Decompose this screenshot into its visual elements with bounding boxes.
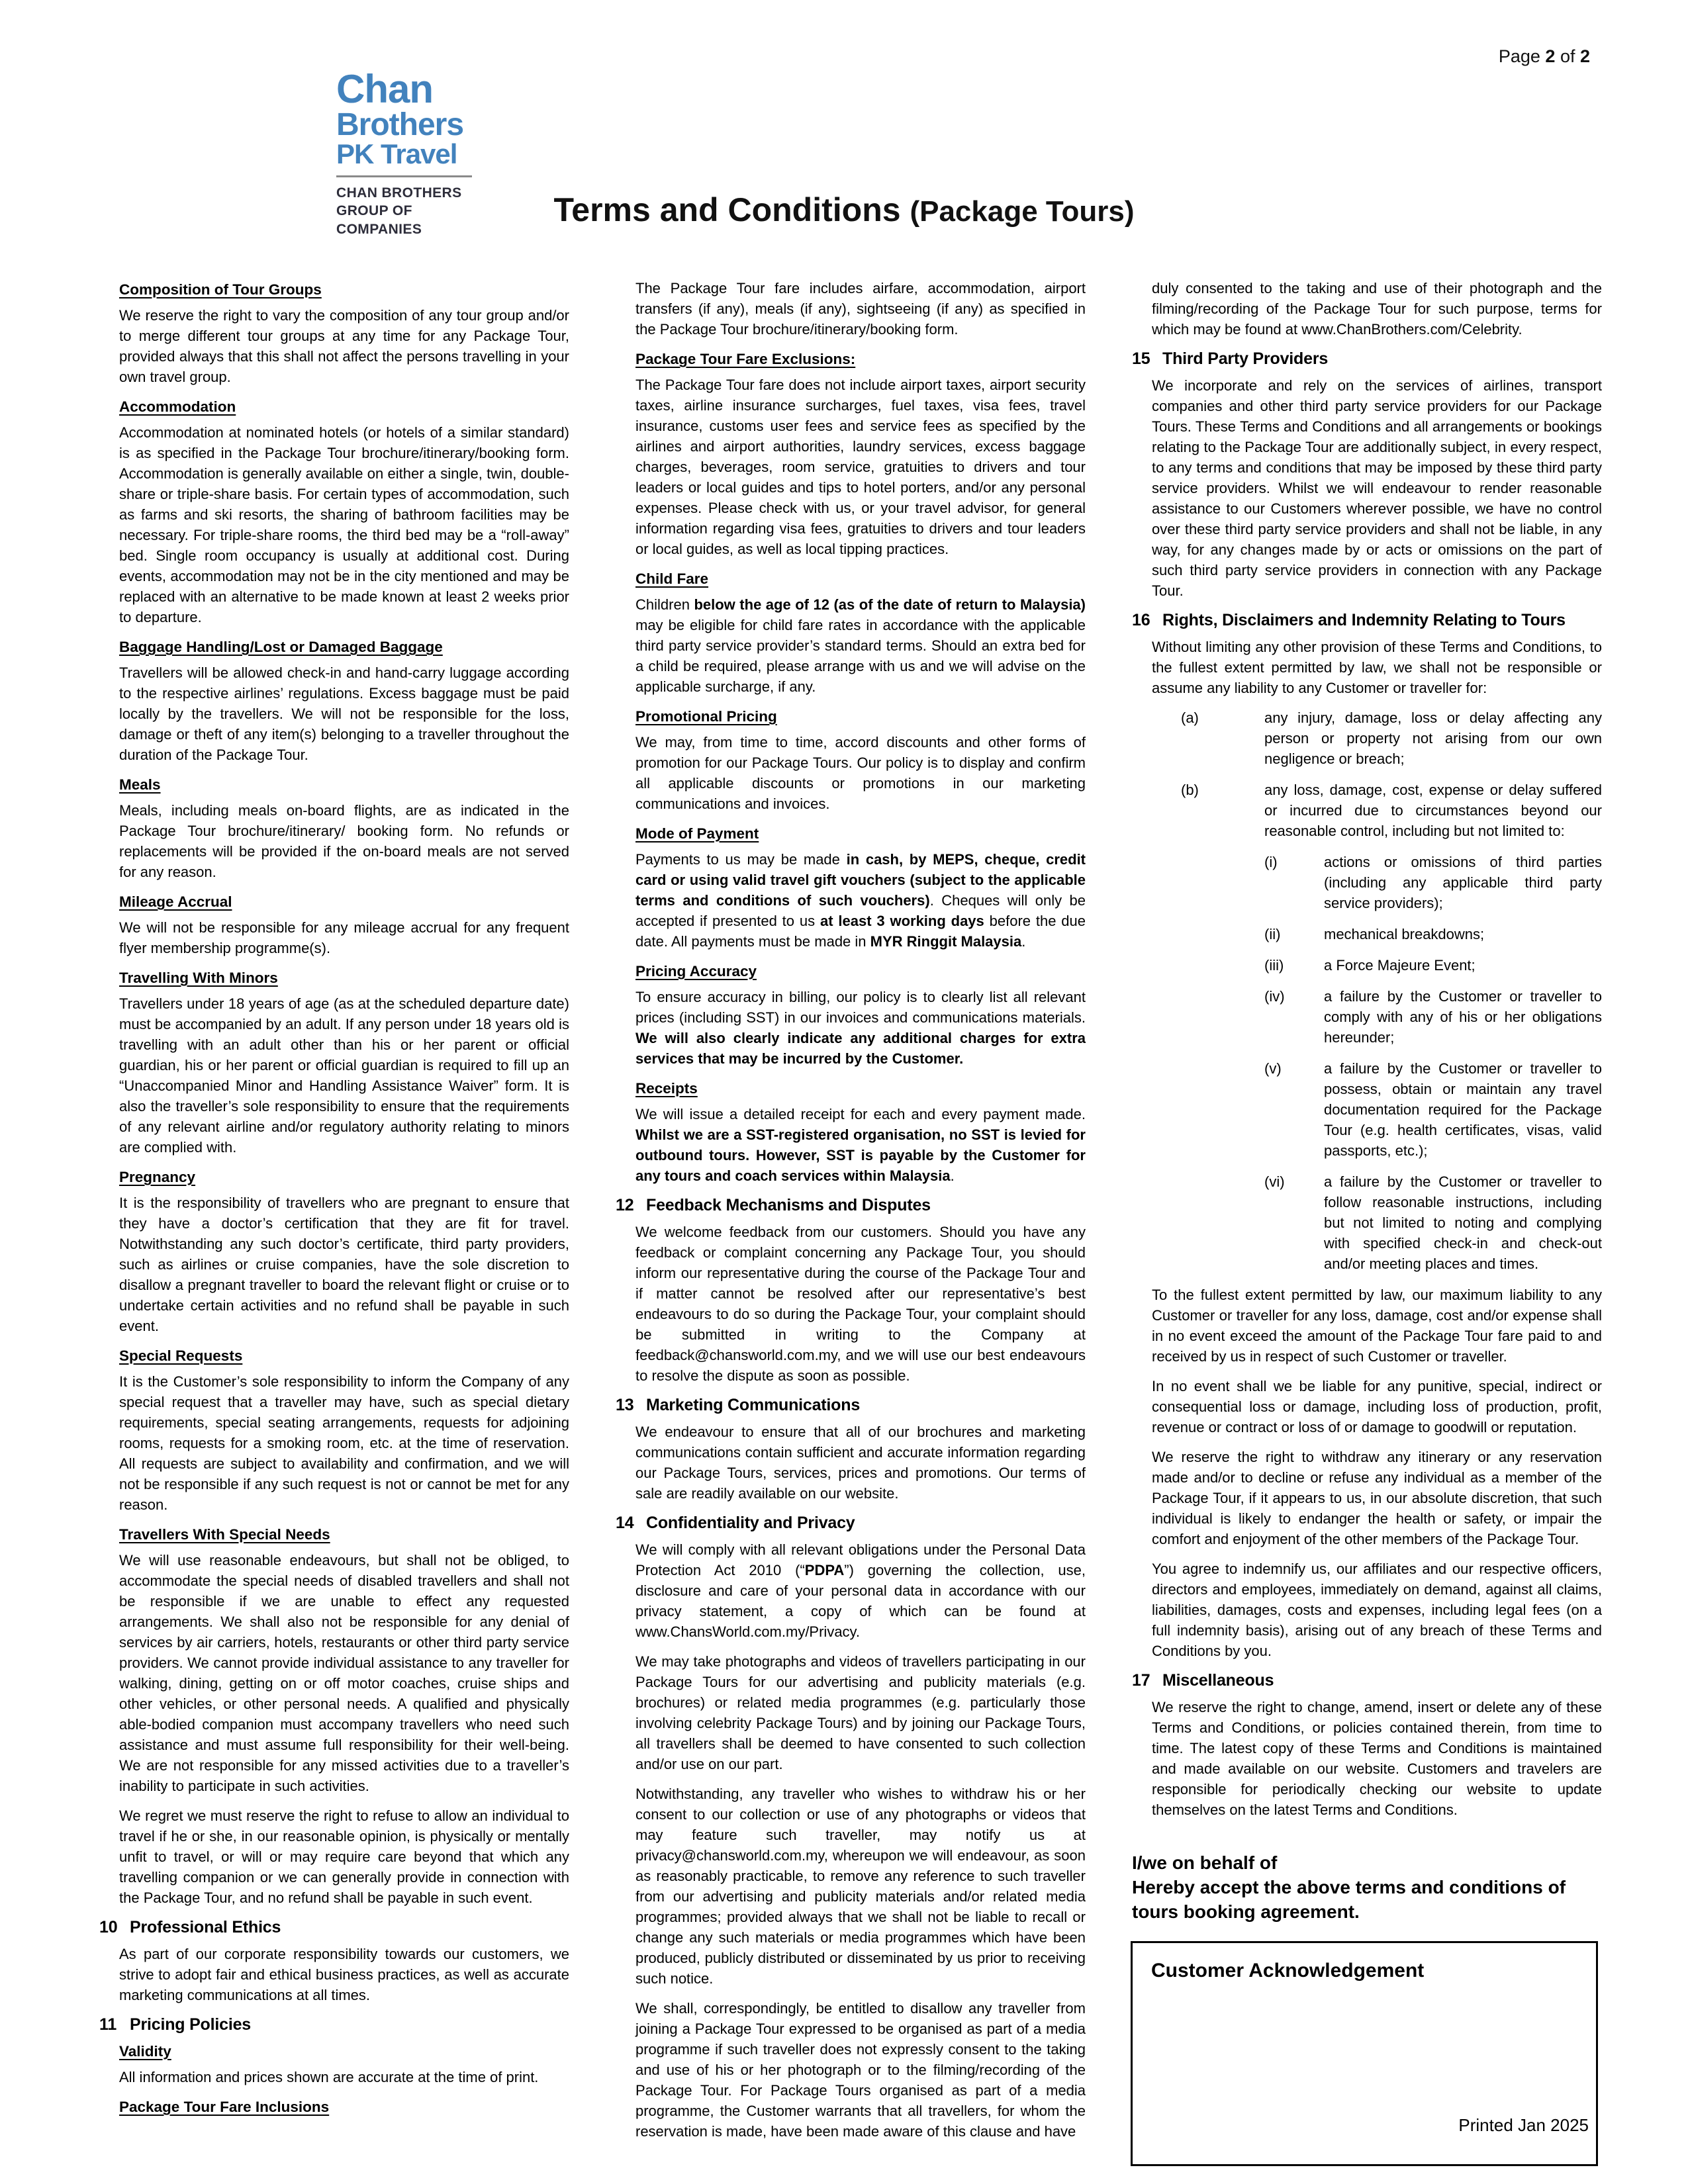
text-run: Meals, including meals on-board flights, are as indicated in the Package Tour brochure/itinerary/ booking form. No refunds or replacements will be provided if the on-board meals are not served for any reason. (119, 802, 569, 880)
bold-text-run: in cash, by MEPS, cheque, credit card or using valid travel gift vouchers (subject to the applicable terms and conditions of such vouchers) (635, 851, 1086, 909)
text-run: It is the Customer’s sole responsibility to inform the Company of any special request that a traveller may have, such as special dietary requirements, special seating arrangements, requests for adjoining rooms, requests for a smoking room, etc. at the time of reservation. All requests are subject to availability and confirmation, and we will not be responsible if any such request is not or cannot be met for any reason. (119, 1373, 569, 1513)
logo-divider (336, 175, 472, 177)
section-heading-text: Professional Ethics (130, 1918, 281, 1936)
text-run: Accommodation at nominated hotels (or hotels of a similar standard) is as specified in the Package Tour brochure/itinerary/booking form. Accommodation is generally available on either a single, twin, double-share or triple-share basis. For certain types of accommodation, such as farms and ski resorts, the sharing of bathroom facilities may be necessary. For triple-share rooms, the third bed may be a “roll-away” bed. Single room occupancy is usually at additional cost. During events, accommodation may not be in the city mentioned and may be replaced with an alternative to be made known at least 2 weeks prior to departure. (119, 424, 569, 625)
page-title-suffix: (Package Tours) (910, 195, 1135, 228)
paragraph (635, 1222, 1086, 1386)
section-heading-text: Third Party Providers (1162, 349, 1329, 368)
list-label: (v) (1264, 1060, 1282, 1077)
text-run: a failure by the Customer or traveller to follow reasonable instructions, including but not limited to noting and complying with specified check-in and check-out and/or meeting places and times. (1324, 1173, 1602, 1272)
text-run: Travellers will be allowed check-in and hand-carry luggage according to the respective airlines’ regulations. Excess baggage must be paid locally by the travellers. We will not be responsible for the loss, damage or theft of any item(s) belonging to a traveller throughout the duration of the Package Tour. (119, 664, 569, 763)
bold-text-run: below the age of 12 (as of the date of return to Malaysia) (694, 596, 1086, 613)
list-label: (a) (1181, 709, 1199, 726)
logo-group-line2: GROUP OF COMPANIES (336, 203, 422, 237)
subsection-heading: Meals (119, 776, 161, 793)
text-run: any loss, damage, cost, expense or delay suffered or incurred due to circumstances beyond our reasonable control, including but not limited to: (1264, 782, 1602, 839)
text-run: We shall, correspondingly, be entitled to disallow any traveller from joining a Package Tour expressed to be organised as part of a media programme if such traveller does not expressly consent to the taking and use of his or her photograph or to the filming/recording of the Package Tour. For Package Tours organised as part of a media programme, the Customer warrants that all travellers, for whom the reservation is made, have been made aware of this clause and have (635, 2000, 1086, 2140)
section-heading (99, 2015, 569, 2034)
paragraph (635, 987, 1086, 1069)
list-item (1152, 986, 1602, 1048)
page-title (0, 191, 1688, 229)
text-run: . (1021, 933, 1026, 950)
text-run: We will not be responsible for any mileage accrual for any frequent flyer membership programme(s). (119, 919, 569, 956)
acceptance-statement-line: Hereby accept the above terms and conditions of tours booking agreement. (1132, 1877, 1566, 1922)
text-run: We endeavour to ensure that all of our brochures and marketing communications contain sufficient and accurate information regarding our Package Tours, services, prices and promotions. Our terms of sale are readily available on our website. (635, 1424, 1086, 1502)
section-heading-text: Marketing Communications (646, 1396, 861, 1414)
text-run: Travellers under 18 years of age (as at the scheduled departure date) must be accompanied by an adult. If any person under 18 years old is travelling with an adult other than his or her parent or official guardian, his or her parent or official guardian is required to fill up an “Unaccompanied Minor and Handling Assistance Waiver” form. It is also the traveller’s sole responsibility to ensure that the requirements of any relevant airline and/or regulatory authority relating to minors are complied with. (119, 995, 569, 1156)
text-run: We incorporate and rely on the services of airlines, transport companies and other third party service providers for our Package Tours. These Terms and Conditions and all arrangements or bookings relating to the Package Tour are additionally subject, in every respect, to any terms and conditions that may be imposed by these third party service providers. Whilst we will endeavour to render reasonable assistance to our Customers wherever possible, we have no control over these third party service providers and shall not be liable, in any way, for any changes made by or acts or omissions on the part of such third party service providers in connection with any Package Tour. (1152, 377, 1602, 599)
logo-word-chan: Chan (336, 67, 433, 111)
subsection-heading: Baggage Handling/Lost or Damaged Baggage (119, 639, 443, 655)
text-run: We will comply with all relevant obligations under the Personal Data Protection Act 2010 (“ (635, 1541, 1086, 1578)
page-of-label: of (1555, 46, 1580, 66)
logo-word-pk-travel: PK Travel (336, 138, 457, 169)
list-item (1152, 780, 1602, 841)
text-run: Notwithstanding, any traveller who wishes to withdraw his or her consent to our collection or use of any photographs or videos that may feature such traveller, may notify us at privacy@chansworld.com.my, whereupon we will endeavour, as soon as reasonably practicable, to remove any reference to such traveller from our advertising and publicity materials and/or related media programmes; provided always that we shall not be liable to recall or change any such materials or media programmes which have been produced, publicly distributed or disseminated by us prior to receiving such notice. (635, 1786, 1086, 1987)
subsection-heading: Mileage Accrual (119, 893, 232, 910)
page-number (1499, 46, 1590, 67)
logo-word-brothers: Brothers (336, 107, 464, 142)
section-heading (616, 1195, 1086, 1215)
list-item (1152, 924, 1602, 944)
paragraph (119, 662, 569, 765)
section-heading (1132, 1670, 1602, 1690)
text-run: We will use reasonable endeavours, but shall not be obliged, to accommodate the special needs of disabled travellers and shall not be responsible if we are unable to effect any requested arrangements. We shall also not be responsible for any denial of services by air carriers, hotels, restaurants or other third party service providers. We cannot provide individual assistance to any traveller for walking, dining, getting on or off motor coaches, cruise ships and other vehicles, or other personal needs. A qualified and physically able-bodied companion must accompany travellers who need such assistance and must assume full responsibility for their well-being. We are not responsible for any missed activities due to a traveller’s inability to participate in such activities. (119, 1552, 569, 1794)
paragraph (119, 1193, 569, 1336)
bold-text-run: MYR Ringgit Malaysia (870, 933, 1022, 950)
paragraph (119, 1371, 569, 1515)
paragraph (635, 1539, 1086, 1642)
text-run: a Force Majeure Event; (1324, 957, 1476, 974)
subsection-heading: Travelling With Minors (119, 970, 278, 986)
section-number: 13 (616, 1396, 634, 1414)
text-run: The Package Tour fare includes airfare, accommodation, airport transfers (if any), meals (if any), sightseeing (if any) as specified in the Package Tour brochure/itinerary/booking form. (635, 280, 1086, 338)
text-run: We may take photographs and videos of travellers participating in our Package Tours for our advertising and publicity materials (e.g. brochures) or related media programmes (e.g. particularly those involving celebrity Package Tours) and by joining our Package Tours, all travellers shall be deemed to have consented to such collection and/or use on our part. (635, 1653, 1086, 1772)
section-heading (616, 1513, 1086, 1533)
list-item (1152, 1171, 1602, 1274)
section-number: 15 (1132, 349, 1150, 368)
section-heading (1132, 349, 1602, 369)
section-number: 10 (99, 1918, 118, 1936)
paragraph (1152, 375, 1602, 601)
paragraph (1152, 1285, 1602, 1367)
page-label: Page (1498, 46, 1546, 66)
paragraph (635, 849, 1086, 952)
section-heading (616, 1395, 1086, 1415)
list-item (1152, 955, 1602, 976)
subsection-heading: Pricing Accuracy (635, 963, 757, 979)
text-run: Children (635, 596, 694, 613)
text-run: . (950, 1167, 955, 1184)
page-title-main: Terms and Conditions (553, 191, 910, 228)
list-label: (i) (1264, 854, 1278, 870)
paragraph (119, 422, 569, 627)
logo-group-line1: CHAN BROTHERS (336, 185, 462, 201)
list-item (1152, 1058, 1602, 1161)
paragraph (635, 1651, 1086, 1774)
section-number: 11 (99, 2015, 117, 2034)
text-run: We reserve the right to change, amend, insert or delete any of these Terms and Conditions, or policies contained therein, from time to time. The latest copy of these Terms and Conditions is maintained and made available on our website. Customers and travelers are responsible for periodically checking our website to update themselves on the latest Terms and Conditions. (1152, 1699, 1602, 1818)
paragraph (635, 1784, 1086, 1989)
text-run: duly consented to the taking and use of their photograph and the filming/recording of the Package Tour for such purpose, terms for which may be found at www.ChanBrothers.com/Celebrity. (1152, 280, 1602, 338)
text-run: Without limiting any other provision of these Terms and Conditions, to the fullest extent permitted by law, we shall not be responsible or assume any liability to any Customer or traveller for: (1152, 639, 1602, 696)
page-current: 2 (1545, 46, 1556, 66)
list-label: (b) (1181, 782, 1199, 798)
text-run: any injury, damage, loss or delay affecting any person or property not arising from our own negligence or breach; (1264, 709, 1602, 767)
text-run: We regret we must reserve the right to refuse to allow an individual to travel if he or she, in our reasonable opinion, is physically or mentally unfit to travel, or will or may require care beyond that which any travelling companion or we can generally provide in connection with the Package Tour, and no refund shall be payable in such event. (119, 1807, 569, 1906)
paragraph (119, 2067, 569, 2087)
text-run: We reserve the right to vary the composition of any tour group and/or to merge different tour groups at any time for any Package Tour, provided always that this shall not affect the persons travelling in your own travel group. (119, 307, 569, 385)
bold-text-run: PDPA (804, 1562, 845, 1578)
text-run: before the due date. All payments must be made in (635, 913, 1086, 950)
text-run: may be eligible for child fare rates in accordance with the applicable third party service provider’s standard terms. Should an extra bed for a child be required, please arrange with us and we will advise on the applicable surcharge, if any. (635, 617, 1086, 695)
section-heading (1132, 610, 1602, 630)
paragraph (1152, 1447, 1602, 1549)
acceptance-statement-line: I/we on behalf of (1132, 1852, 1278, 1873)
section-heading (99, 1917, 569, 1937)
subsection-heading: Package Tour Fare Exclusions: (635, 351, 856, 367)
paragraph (635, 375, 1086, 559)
text-run: a failure by the Customer or traveller to possess, obtain or maintain any travel documentation required for the Package Tour (e.g. health certificates, visas, valid passports, etc.); (1324, 1060, 1602, 1159)
column-1 (99, 278, 569, 2166)
subsection-heading: Receipts (635, 1080, 698, 1097)
text-run: a failure by the Customer or traveller to comply with any of his or her obligations hereunder; (1324, 988, 1602, 1046)
text-run: To the fullest extent permitted by law, our maximum liability to any Customer or traveller for any loss, damage, cost and/or expense shall in no event exceed the amount of the Package Tour fare paid to and received by us in respect of such Customer or traveller. (1152, 1287, 1602, 1365)
text-run: . Cheques will only be accepted if presented to us (635, 892, 1086, 929)
paragraph (119, 1805, 569, 1908)
paragraph (119, 917, 569, 958)
text-run: ”) governing the collection, use, disclosure and care of your personal data in accordance with our privacy statement, a copy of which can be found at www.ChansWorld.com.my/Privacy. (635, 1562, 1086, 1640)
list-label: (vi) (1264, 1173, 1285, 1190)
subsection-heading: Composition of Tour Groups (119, 281, 322, 298)
bold-text-run: Whilst we are a SST-registered organisation, no SST is levied for outbound tours. However, SST is payable by the Customer for any tours and coach services within Malaysia (635, 1126, 1086, 1184)
list-item (1152, 707, 1602, 769)
text-run: You agree to indemnify us, our affiliates and our respective officers, directors and employees, immediately on demand, against all claims, liabilities, damages, costs and expenses, including legal fees (on a full indemnity basis), arising out of any breach of these Terms and Conditions by you. (1152, 1561, 1602, 1659)
paragraph (1152, 1376, 1602, 1437)
subsection-heading: Accommodation (119, 398, 236, 415)
section-number: 17 (1132, 1671, 1150, 1690)
text-run: actions or omissions of third parties (including any applicable third party service providers); (1324, 854, 1602, 911)
subsection-heading: Child Fare (635, 570, 709, 587)
paragraph (635, 1422, 1086, 1504)
section-heading-text: Feedback Mechanisms and Disputes (646, 1196, 931, 1214)
page-total: 2 (1579, 46, 1590, 66)
paragraph (119, 800, 569, 882)
paragraph (119, 1550, 569, 1796)
paragraph (119, 993, 569, 1158)
subsection-heading: Mode of Payment (635, 825, 759, 842)
paragraph (635, 1104, 1086, 1186)
column-2 (616, 278, 1086, 2166)
text-run: All information and prices shown are accurate at the time of print. (119, 2069, 539, 2085)
section-heading-text: Miscellaneous (1162, 1671, 1274, 1690)
section-number: 16 (1132, 611, 1150, 629)
section-number: 12 (616, 1196, 634, 1214)
subsection-heading: Promotional Pricing (635, 708, 777, 725)
section-heading-text: Confidentiality and Privacy (646, 1514, 855, 1532)
acceptance-statement (1132, 1850, 1602, 1924)
paragraph (635, 278, 1086, 340)
paragraph (635, 732, 1086, 814)
subsection-heading: Validity (119, 2043, 171, 2060)
subsection-heading: Package Tour Fare Inclusions (119, 2099, 330, 2115)
text-run: To ensure accuracy in billing, our policy is to clearly list all relevant prices (including SST) in our invoices and communications materials. (635, 989, 1086, 1026)
list-label: (ii) (1264, 926, 1281, 942)
column-3 (1132, 278, 1602, 2166)
bold-text-run: at least 3 working days (820, 913, 984, 929)
subsection-heading: Pregnancy (119, 1169, 196, 1185)
printed-date: Printed Jan 2025 (1458, 2115, 1589, 2135)
bold-text-run: We will also clearly indicate any additional charges for extra services that may be incurred by the Customer. (635, 1030, 1086, 1067)
section-number: 14 (616, 1514, 634, 1532)
paragraph (635, 1998, 1086, 2142)
text-run: In no event shall we be liable for any punitive, special, indirect or consequential loss or damage, including loss of production, profit, revenue or contract or loss of or damage to goodwill or reputation. (1152, 1378, 1602, 1435)
paragraph (635, 594, 1086, 697)
paragraph (1152, 1697, 1602, 1820)
paragraph (1152, 1559, 1602, 1661)
text-run: The Package Tour fare does not include airport taxes, airport security taxes, airline insurance surcharges, fuel taxes, visa fees, travel insurance, customs user fees and service fees as specified by the airlines and airport authorities, laundry services, excess baggage charges, beverages, room service, gratuities to drivers and tour leaders or local guides and tips to hotel porters, and/or any personal expenses. Please check with us, or your travel advisor, for general information regarding visa fees, gratuities to drivers and tour leaders or local guides, as well as local tipping practices. (635, 377, 1086, 557)
subsection-heading: Travellers With Special Needs (119, 1526, 330, 1543)
paragraph (119, 1944, 569, 2005)
subsection-heading: Special Requests (119, 1347, 243, 1364)
section-heading-text: Pricing Policies (130, 2015, 251, 2034)
section-heading-text: Rights, Disclaimers and Indemnity Relating to Tours (1162, 611, 1566, 629)
text-run: We may, from time to time, accord discounts and other forms of promotion for our Package Tours. Our policy is to display and confirm all applicable discounts or promotions in our marketing communications and invoices. (635, 734, 1086, 812)
text-run: It is the responsibility of travellers who are pregnant to ensure that they have a doctor’s certification that they are fit for travel. Notwithstanding any such doctor’s certificate, third party providers, such as airlines or cruise companies, have the sole discretion to disallow a pregnant traveller to board the relevant flight or cruise or to undertake certain activities and no refund shall be payable in such event. (119, 1195, 569, 1334)
list-item (1152, 852, 1602, 913)
text-run: We will issue a detailed receipt for each and every payment made. (635, 1106, 1086, 1122)
customer-acknowledgement-title: Customer Acknowledgement (1151, 1960, 1425, 1981)
paragraph (1152, 637, 1602, 698)
text-run: We welcome feedback from our customers. Should you have any feedback or complaint concerning any Package Tour, you should inform our representative during the course of the Package Tour and if matter cannot be resolved after our representative’s best endeavours to do so during the Package Tour, your complaint should be submitted in writing to the Company at feedback@chansworld.com.my, and we will use our best endeavours to resolve the dispute as soon as possible. (635, 1224, 1086, 1384)
text-run: Payments to us may be made (635, 851, 847, 868)
text-run: As part of our corporate responsibility towards our customers, we strive to adopt fair and ethical business practices, as well as accurate marketing communications at all times. (119, 1946, 569, 2003)
text-run: mechanical breakdowns; (1324, 926, 1485, 942)
text-run: We reserve the right to withdraw any itinerary or any reservation made and/or to decline or refuse any individual as a member of the Package Tour, if it appears to us, in our absolute discretion, that such individual is likely to endanger the health or safety, or impair the comfort and enjoyment of the other members of the Package Tour. (1152, 1449, 1602, 1547)
list-label: (iii) (1264, 957, 1284, 974)
list-label: (iv) (1264, 988, 1285, 1005)
paragraph (119, 305, 569, 387)
paragraph (1152, 278, 1602, 340)
content-columns (99, 278, 1602, 2166)
